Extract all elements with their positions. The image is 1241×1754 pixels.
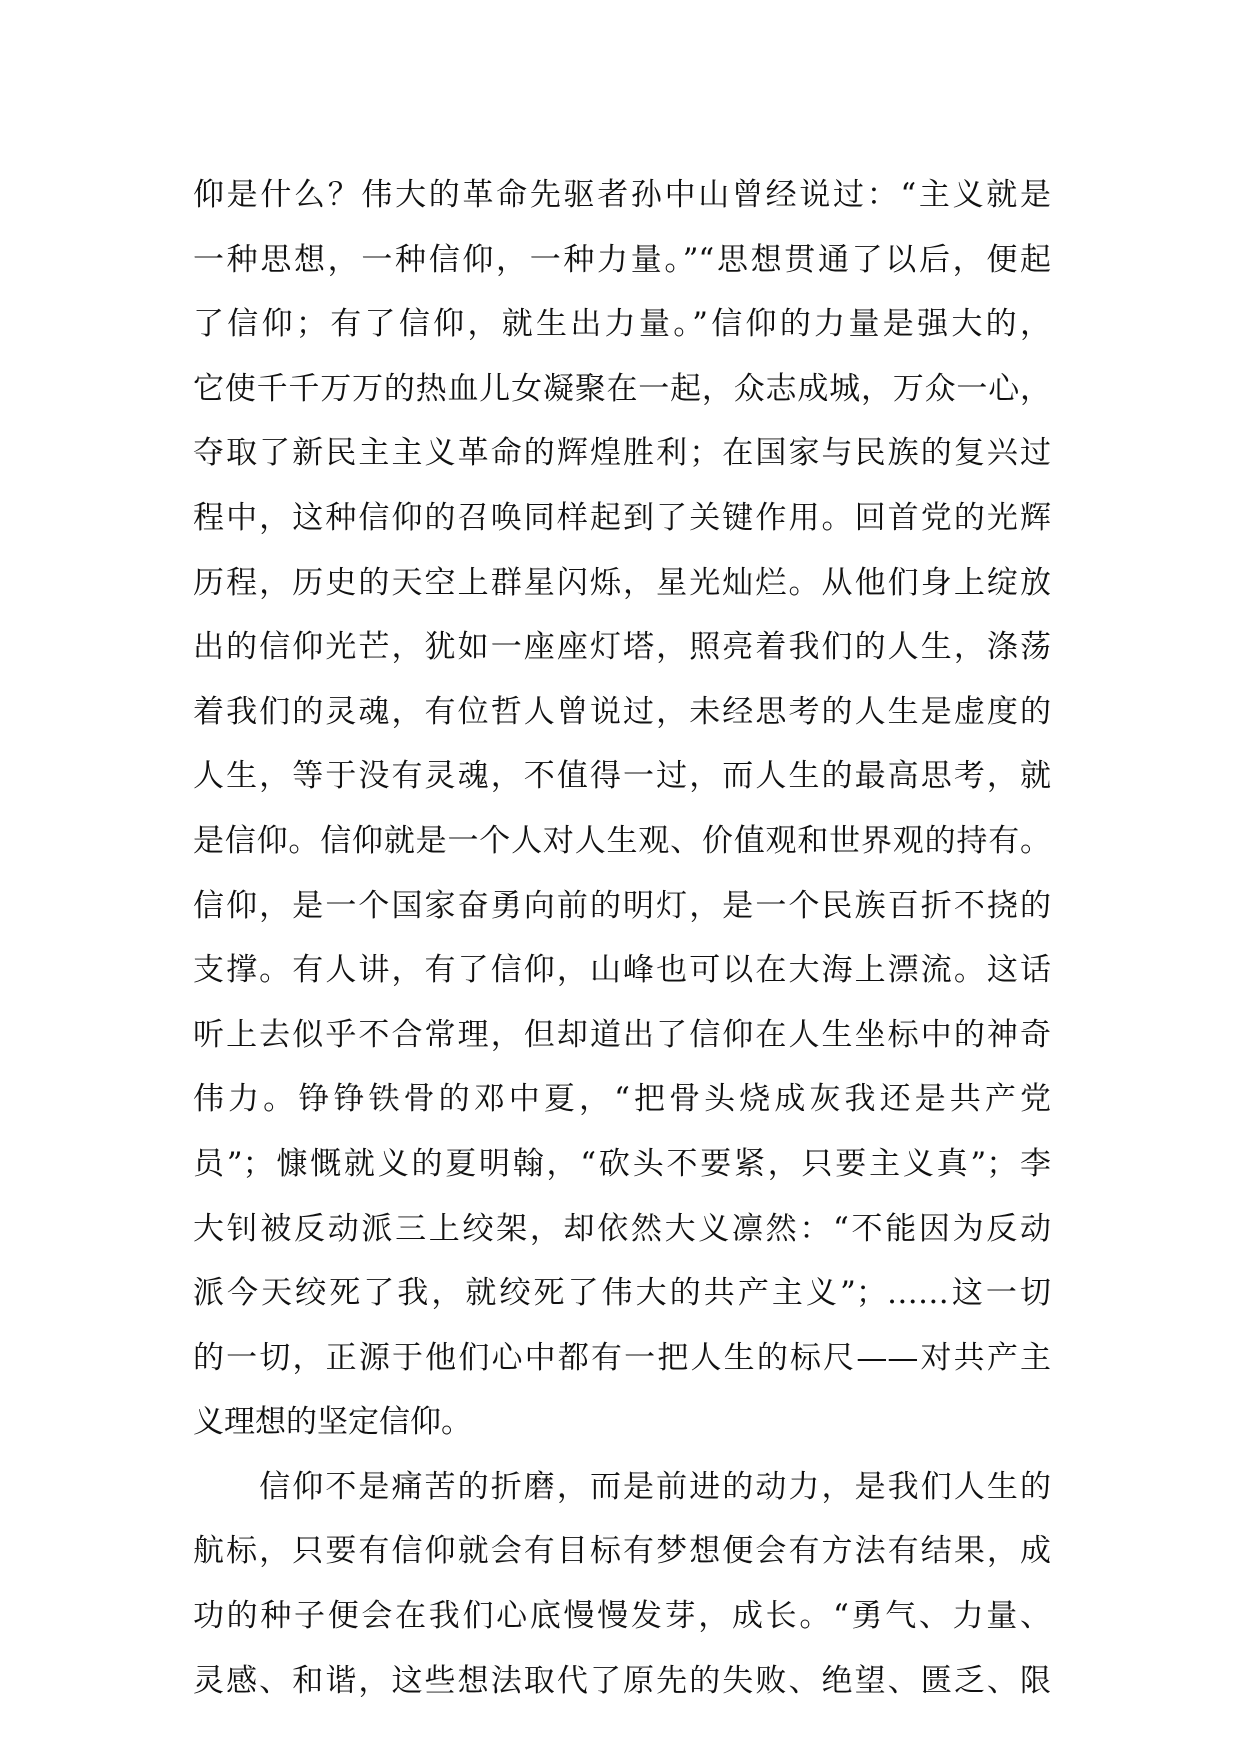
text-line: 着我们的灵魂，有位哲人曾说过，未经思考的人生是虚度的: [193, 693, 1051, 730]
text-line: 功的种子便会在我们心底慢慢发芽，成长。“勇气、力量、: [193, 1598, 1051, 1635]
text-line: 信仰，是一个国家奋勇向前的明灯，是一个民族百折不挠的: [193, 887, 1051, 924]
body-text: [193, 163, 1051, 1713]
text-line: 的一切，正源于他们心中都有一把人生的标尺——对共产主: [193, 1339, 1051, 1376]
text-line: 大钊被反动派三上绞架，却依然大义凛然：“不能因为反动: [193, 1210, 1051, 1247]
text-line: 听上去似乎不合常理，但却道出了信仰在人生坐标中的神奇: [193, 1016, 1051, 1053]
text-line: 员”；慷慨就义的夏明翰，“砍头不要紧，只要主义真”；李: [193, 1145, 1051, 1182]
text-line: 派今天绞死了我，就绞死了伟大的共产主义”；……这一切: [193, 1275, 1051, 1312]
text-line: 历程，历史的天空上群星闪烁，星光灿烂。从他们身上绽放: [193, 564, 1051, 601]
text-line: 了信仰；有了信仰，就生出力量。”信仰的力量是强大的，: [193, 306, 1051, 343]
text-line: 信仰不是痛苦的折磨，而是前进的动力，是我们人生的: [193, 1468, 1051, 1505]
text-line: 灵感、和谐，这些想法取代了原先的失败、绝望、匮乏、限: [193, 1662, 1051, 1699]
text-line: 支撑。有人讲，有了信仰，山峰也可以在大海上漂流。这话: [193, 952, 1051, 989]
text-line: 程中，这种信仰的召唤同样起到了关键作用。回首党的光辉: [193, 499, 1051, 536]
text-line: 出的信仰光芒，犹如一座座灯塔，照亮着我们的人生，涤荡: [193, 629, 1051, 666]
text-line: 是信仰。信仰就是一个人对人生观、价值观和世界观的持有。: [193, 822, 1051, 859]
text-line: 它使千千万万的热血儿女凝聚在一起，众志成城，万众一心，: [193, 370, 1051, 407]
paragraph-end-line: 义理想的坚定信仰。: [193, 1404, 472, 1441]
text-line: 航标，只要有信仰就会有目标有梦想便会有方法有结果，成: [193, 1533, 1051, 1570]
text-line: 夺取了新民主主义革命的辉煌胜利；在国家与民族的复兴过: [193, 435, 1051, 472]
text-line: 仰是什么？伟大的革命先驱者孙中山曾经说过：“主义就是: [193, 177, 1051, 213]
text-line: 人生，等于没有灵魂，不值得一过，而人生的最高思考，就: [193, 758, 1051, 795]
text-line: 伟力。铮铮铁骨的邓中夏，“把骨头烧成灰我还是共产党: [193, 1081, 1051, 1118]
text-line: 一种思想，一种信仰，一种力量。”“思想贯通了以后，便起: [193, 241, 1051, 278]
